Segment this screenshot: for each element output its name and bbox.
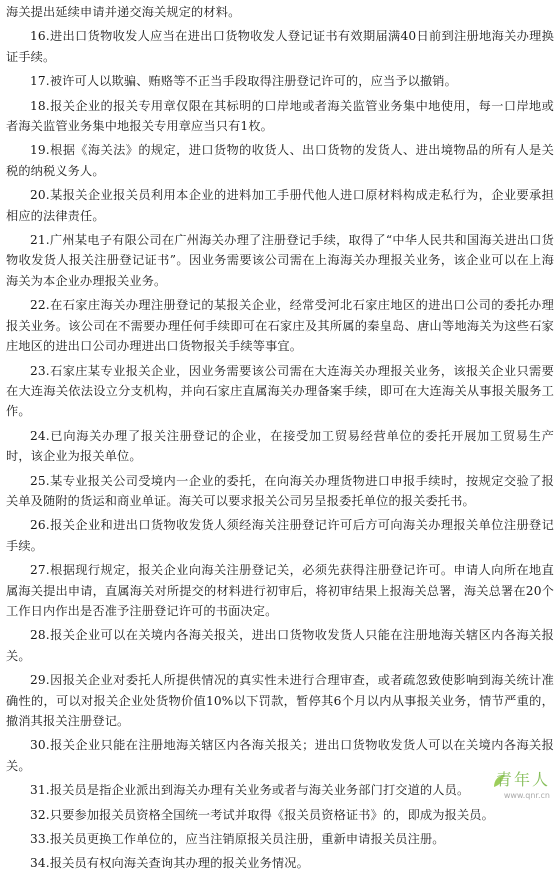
paragraph: 22.在石家庄海关办理注册登记的某报关企业，经常受河北石家庄地区的进出口公司的委托办理报关业务。该公司在不需要办理任何手续即可在石家庄及其所属的秦皇岛、唐山等地海关为这些石家庄地区的进出口公司办理进出口货物报关手续等事宜。 xyxy=(6,298,554,354)
paragraph: 33.报关员更换工作单位的，应当注销原报关员注册，重新申请报关员注册。 xyxy=(30,832,445,847)
paragraph: 18.报关企业的报关专用章仅限在其标明的口岸地或者海关监管业务集中地使用，每一口岸地或者海关监管业务集中地报关专用章应当只有1枚。 xyxy=(6,98,554,134)
paragraph: 31.报关员是指企业派出到海关办理有关业务或者与海关业务部门打交道的人员。 xyxy=(30,783,470,798)
paragraph: 16.进出口货物收发人应当在进出口货物收发人登记证书有效期届满40日前到注册地海关办理换证手续。 xyxy=(6,29,554,64)
document-page xyxy=(6,2,554,878)
paragraph: 21.广州某电子有限公司在广州海关办理了注册登记手续，取得了“中华人民共和国海关进出口货物收发货人报关注册登记证书”。因业务需要该公司需在上海海关办理报关业务，该企业可以在上海海关为本企业办理报关业务。 xyxy=(6,233,554,288)
paragraph: 26.报关企业和进出口货物收发货人须经海关注册登记许可后方可向海关办理报关单位注册登记手续。 xyxy=(6,518,554,553)
paragraph: 27.根据现行规定，报关企业向海关注册登记关，必须先获得注册登记许可。申请人向所在地直属海关提出申请，直属海关对所提交的材料进行初审后，将初审结果上报海关总署，海关总署在20个工作日内作出是否准予注册登记许可的书面决定。 xyxy=(6,563,554,618)
watermark-logo xyxy=(492,771,554,801)
paragraph: 32.只要参加报关员资格全国统一考试并取得《报关员资格证书》的，即成为报关员。 xyxy=(30,807,494,822)
paragraph: 28.报关企业可以在关境内各海关报关，进出口货物收发货人只能在注册地海关辖区内各海关报关。 xyxy=(6,628,554,663)
paragraph: 24.已向海关办理了报关注册登记的企业，在接受加工贸易经营单位的委托开展加工贸易生产时，该企业为报关单位。 xyxy=(6,428,554,464)
paragraph: 17.被许可人以欺骗、贿赂等不正当手段取得注册登记许可的，应当予以撤销。 xyxy=(30,74,457,89)
paragraph: 25.某专业报关公司受境内一企业的委托，在向海关办理货物进口申报手续时，按规定交验了报关单及随附的货运和商业单证。海关可以要求报关公司另呈报委托单位的报关委托书。 xyxy=(6,473,554,508)
paragraph: 海关提出延续申请并递交海关规定的材料。 xyxy=(6,5,241,19)
paragraph: 19.根据《海关法》的规定，进口货物的收货人、出口货物的发货人、进出境物品的所有人是关税的纳税义务人。 xyxy=(6,143,554,178)
paragraph: 20.某报关企业报关员利用本企业的进料加工手册代他人进口原材料构成走私行为，企业要承担相应的法律责任。 xyxy=(6,188,554,223)
paragraph: 23.石家庄某专业报关企业，因业务需要该公司需在大连海关办理报关业务，该报关企业只需要在大连海关依法设立分支机构，并向石家庄直属海关办理备案手续，即可在大连海关从事报关服务工作。 xyxy=(6,363,554,419)
paragraph: 29.因报关企业对委托人所提供情况的真实性未进行合理审查，或者疏忽致使影响到海关统计准确性的，可以对报关企业处货物价值10%以下罚款，暂停其6个月以内从事报关业务，情节严重的，撤消其报关注册登记。 xyxy=(6,673,554,728)
watermark-url: www.qnr.cn xyxy=(503,791,550,800)
watermark-text: 青年人 xyxy=(495,770,550,789)
paragraph: 30.报关企业只能在注册地海关辖区内各海关报关；进出口货物收发货人可以在关境内各海关报关。 xyxy=(6,738,554,773)
paragraph: 34.报关员有权向海关查询其办理的报关业务情况。 xyxy=(30,856,309,871)
